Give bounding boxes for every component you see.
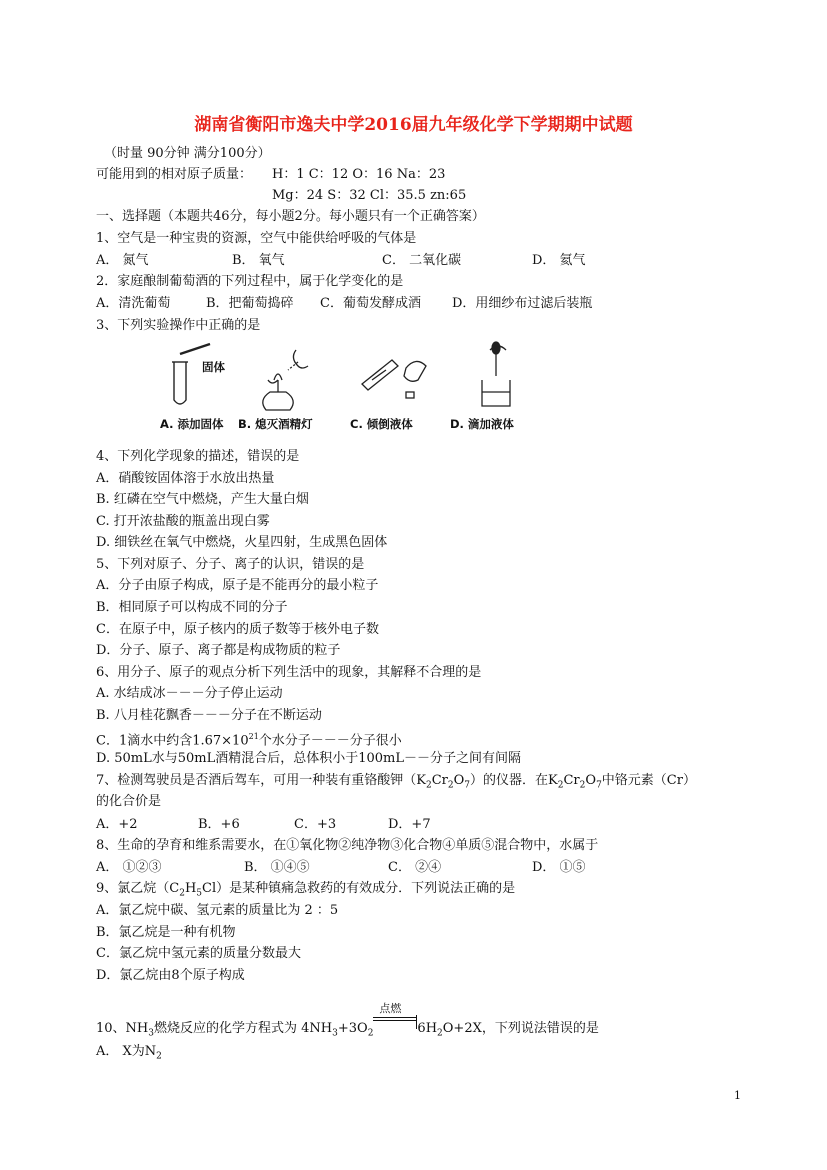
question-8-option-d: D． ①⑤ [532,860,586,875]
lab-operations-figure [160,340,540,435]
extinguish-lamp-diagram [263,350,308,410]
add-solid-diagram [172,344,225,404]
question-8-stem: 8、生命的孕育和维系需要水，在①氧化物②纯净物③化合物④单质⑤混合物中，水属于 [96,838,599,853]
section-heading: 一、选择题（本题共46分，每小题2分。每小题只有一个正确答案） [96,209,485,224]
question-5-option-c: C．在原子中，原子核内的质子数等于核外电子数 [96,622,379,637]
exam-title: 湖南省衡阳市逸夫中学2016届九年级化学下学期期中试题 [194,115,633,135]
question-1-option-b: B． 氧气 [232,253,285,268]
question-7-stem-2: 的化合价是 [96,794,162,809]
caption-c: C. 倾倒液体 [350,417,413,431]
question-1-stem: 1、空气是一种宝贵的资源，空气中能供给呼吸的气体是 [96,231,417,246]
question-2-option-d: D．用细纱布过滤后装瓶 [452,296,593,311]
question-1-option-c: C． 二氧化碳 [382,253,462,268]
page-number: 1 [734,1089,741,1102]
question-9-option-c: C．氯乙烷中氢元素的质量分数最大 [96,946,301,961]
pour-liquid-diagram [362,360,426,398]
question-4-option-d: D. 细铁丝在氧气中燃烧，火星四射，生成黑色固体 [96,535,388,550]
question-3-stem: 3、下列实验操作中正确的是 [96,318,261,333]
question-9-option-b: B．氯乙烷是一种有机物 [96,925,236,940]
question-6-option-d: D. 50mL水与50mL酒精混合后，总体积小于100mL－－分子之间有间隔 [96,751,522,766]
question-7-option-b: B．+6 [198,817,240,832]
question-6-option-a: A. 水结成冰－－－分子停止运动 [96,686,283,701]
question-2-option-a: A．清洗葡萄 [96,296,171,311]
caption-a: A. 添加固体 [160,417,224,431]
question-6-stem: 6、用分子、原子的观点分析下列生活中的现象，其解释不合理的是 [96,665,482,680]
question-4-option-a: A．硝酸铵固体溶于水放出热量 [96,471,275,486]
question-10-stem: 10、$NH_3$燃烧反应的化学方程式为 $4NH_3+3O_2$ 点燃 $6H_2O+2X$，下列说法错误的是 [96,1002,599,1039]
question-5-option-b: B．相同原子可以构成不同的分子 [96,600,288,615]
atomic-mass-row-1: H：1 C：12 O：16 Na：23 [272,167,446,182]
question-5-stem: 5、下列对原子、分子、离子的认识，错误的是 [96,557,365,572]
question-9-option-d: D．氯乙烷由8个原子构成 [96,968,245,983]
question-6-option-b: B. 八月桂花飘香－－－分子在不断运动 [96,708,322,723]
exam-info: （时量 90分钟 满分100分） [104,146,271,161]
question-8-option-a: A． ①②③ [96,860,162,875]
question-10-option-a: A． X为$N_2$ [96,1044,162,1062]
question-7-stem: 7、检测驾驶员是否酒后驾车，可用一种装有重铬酸钾$(K_2Cr_2O_7)$的仪器．在$K_2Cr_2O_7$中铬元素（Cr） [96,773,696,791]
atomic-mass-label: 可能用到的相对原子质量： [96,167,253,182]
question-5-option-d: D．分子、原子、离子都是构成物质的粒子 [96,643,341,658]
question-9-option-a: A．氯乙烷中碳、氢元素的质量比为 2 ：5 [96,903,339,918]
question-7-option-a: A．+2 [96,817,138,832]
reaction-condition: 点燃 [379,1002,402,1015]
caption-d: D. 滴加液体 [450,417,514,431]
question-4-stem: 4、下列化学现象的描述，错误的是 [96,449,300,464]
drip-liquid-diagram [482,342,510,406]
question-8-option-b: B． ①④⑤ [244,860,310,875]
question-7-option-d: D．+7 [388,817,431,832]
question-2-option-b: B．把葡萄捣碎 [206,296,294,311]
question-9-stem: 9、氯乙烷$(C_2H_5Cl)$是某种镇痛急救药的有效成分．下列说法正确的是 [96,881,516,899]
question-8-option-c: C． ②④ [388,860,442,875]
question-4-option-b: B. 红磷在空气中燃烧，产生大量白烟 [96,492,309,507]
question-1-option-d: D． 氦气 [532,253,586,268]
question-5-option-a: A．分子由原子构成，原子是不能再分的最小粒子 [96,578,379,593]
question-1-option-a: A． 氮气 [96,253,149,268]
reaction-arrow [373,1002,417,1037]
question-2-stem: 2．家庭酿制葡萄酒的下列过程中，属于化学变化的是 [96,274,404,289]
question-2-option-c: C．葡萄发酵成酒 [320,296,421,311]
question-4-option-c: C. 打开浓盐酸的瓶盖出现白雾 [96,514,270,529]
atomic-mass-row-2: Mg：24 S：32 Cl：35.5 zn:65 [272,188,467,203]
question-7-option-c: C．+3 [294,817,337,832]
fig-label-solid: 固体 [202,360,225,374]
question-6-option-c: C．1滴水中约含$1.67\times 10^{21}$个水分子－－－分子很小 [96,732,402,749]
caption-b: B. 熄灭酒精灯 [238,417,313,431]
